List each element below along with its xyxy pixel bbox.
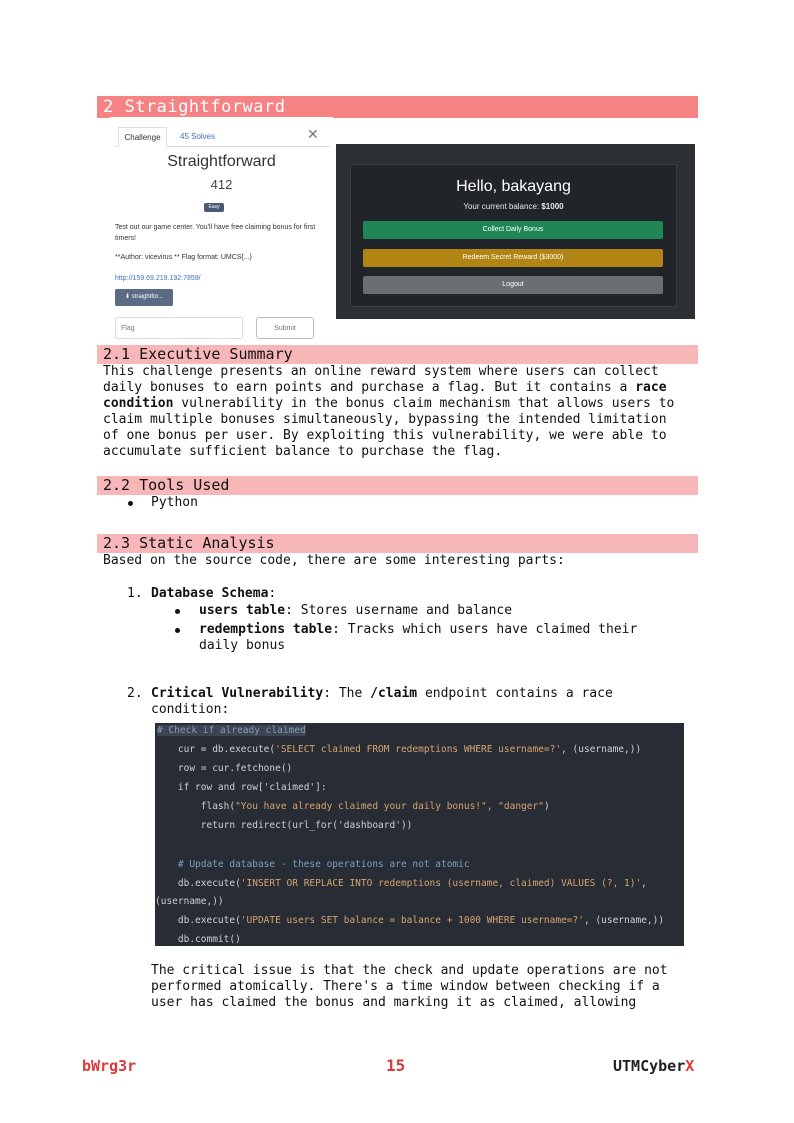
- difficulty-badge: Easy: [204, 203, 224, 212]
- summary-line: claim multiple bonuses simultaneously, bypassing the intended limitation: [103, 412, 667, 427]
- vulnerability-text: : The: [323, 686, 371, 701]
- code-string: 'SELECT claimed FROM redemptions WHERE username=?': [275, 744, 562, 755]
- summary-header: [97, 345, 698, 364]
- code-token: ,: [641, 878, 647, 889]
- vulnerability-text: endpoint contains a race: [417, 686, 613, 701]
- code-line: db.commit(): [155, 934, 241, 945]
- schema-label: Database Schema: [151, 586, 269, 601]
- redemptions-table-text: : Tracks which users have claimed their: [332, 622, 638, 637]
- code-line: [155, 878, 647, 889]
- section-header: [97, 96, 698, 118]
- balance-text: [351, 202, 676, 211]
- code-string: 'UPDATE users SET balance = balance + 1000 WHERE username=?': [240, 915, 584, 926]
- summary-line: accumulate sufficient balance to purchase the flag.: [103, 444, 503, 459]
- redemptions-table-label: redemptions table: [199, 622, 333, 637]
- challenge-card-image: [110, 117, 333, 343]
- greeting-text: Hello, bakayang: [456, 178, 571, 195]
- summary-bold: condition: [103, 396, 174, 411]
- summary-paragraph: [103, 364, 693, 460]
- footer-team: [613, 1057, 694, 1075]
- list-item-schema: [151, 586, 276, 602]
- list-item-vulnerability: [151, 686, 613, 702]
- summary-bold: race: [635, 380, 667, 395]
- sub-item-redemptions: [199, 622, 637, 638]
- challenge-name: Straightforward: [167, 153, 276, 170]
- balance-value: $1000: [541, 202, 564, 211]
- endpoint-label: /claim: [370, 686, 418, 701]
- dashboard-panel: [350, 164, 677, 307]
- code-block: [155, 723, 684, 946]
- close-icon: ✕: [307, 126, 319, 142]
- closing-paragraph: [151, 963, 691, 1011]
- bullet-icon: [175, 609, 180, 614]
- code-line: # Check if already claimed: [157, 725, 306, 736]
- redemptions-table-text-cont: daily bonus: [199, 638, 286, 653]
- summary-line: vulnerability in the bonus claim mechanism that allows users to: [173, 396, 675, 411]
- collect-bonus-button: Collect Daily Bonus: [363, 221, 663, 239]
- vulnerability-label: Critical Vulnerability: [151, 686, 324, 701]
- code-token: flash(: [155, 801, 236, 812]
- schema-colon: :: [268, 586, 277, 601]
- code-line: row = cur.fetchone(): [155, 763, 293, 774]
- bullet-icon: [175, 628, 180, 633]
- list-number: 2.: [127, 686, 143, 701]
- code-string: 'INSERT OR REPLACE INTO redemptions (username, claimed) VALUES (?, 1)': [240, 878, 642, 889]
- footer-author: bWrg3r: [82, 1057, 137, 1075]
- redeem-reward-button: Redeem Secret Reward ($3000): [363, 249, 663, 267]
- code-line: (username,)): [155, 896, 224, 907]
- sub-item-users: [199, 603, 512, 619]
- code-line: [155, 915, 664, 926]
- static-intro: Based on the source code, there are some interesting parts:: [103, 553, 565, 568]
- closing-line: user has claimed the bonus and marking it as claimed, allowing: [151, 995, 637, 1010]
- tab-solves: 45 Solves: [180, 132, 216, 141]
- bullet-icon: [128, 501, 133, 506]
- code-token: , (username,)): [561, 744, 642, 755]
- vulnerability-text-cont: condition:: [151, 702, 230, 717]
- code-string: "You have already claimed your daily bonus!", "danger": [235, 801, 544, 812]
- code-token: ): [543, 801, 550, 812]
- list-number: 1.: [127, 586, 143, 601]
- code-line: [155, 801, 550, 812]
- footer-team-name: UTMCyber: [613, 1057, 686, 1075]
- code-token: db.execute(: [155, 878, 241, 889]
- app-screenshot-image: [336, 144, 695, 319]
- challenge-points: 412: [210, 177, 233, 192]
- code-line: # Update database - these operations are not atomic: [155, 859, 470, 870]
- footer-team-x: X: [685, 1057, 695, 1075]
- page-number: 15: [386, 1056, 406, 1075]
- closing-line: The critical issue is that the check and update operations are not: [151, 963, 668, 978]
- balance-label: Your current balance:: [463, 202, 542, 211]
- static-analysis-header: [97, 534, 698, 553]
- logout-button: Logout: [363, 276, 663, 294]
- static-analysis-heading: 2.3 Static Analysis: [103, 534, 275, 552]
- submit-button: Submit: [256, 317, 314, 339]
- section-title: 2 Straightforward: [103, 97, 286, 117]
- tab-challenge: Challenge: [118, 127, 167, 147]
- users-table-text: : Stores username and balance: [285, 603, 513, 618]
- code-line: if row and row['claimed']:: [155, 782, 327, 793]
- summary-line: daily bonuses to earn points and purchase a flag. But it contains a: [103, 380, 636, 395]
- code-token: , (username,)): [583, 915, 665, 926]
- tool-item: Python: [151, 495, 198, 510]
- challenge-description: Test out our game center. You'll have free claiming bonus for first timers!: [115, 224, 316, 242]
- users-table-label: users table: [199, 603, 286, 618]
- tools-heading: 2.2 Tools Used: [103, 476, 230, 494]
- summary-line: This challenge presents an online reward system where users can collect: [103, 364, 659, 379]
- code-token: cur = db.execute(: [155, 744, 276, 755]
- summary-heading: 2.1 Executive Summary: [103, 345, 293, 363]
- tools-header: [97, 476, 698, 495]
- card-tabs: [115, 121, 330, 147]
- code-line: return redirect(url_for('dashboard')): [155, 820, 413, 831]
- summary-line: of one bonus per user. By exploiting this vulnerability, we were able to: [103, 428, 667, 443]
- flag-input: Flag: [115, 317, 243, 339]
- challenge-link: http://159.69.219.192:7859/: [115, 275, 201, 282]
- challenge-author: **Author: vicevirus ** Flag format: UMCS{...}: [115, 254, 252, 261]
- code-line: [155, 744, 641, 755]
- download-button: ⬇ straightfor...: [115, 289, 173, 306]
- closing-line: performed atomically. There's a time window between checking if a: [151, 979, 660, 994]
- code-token: db.execute(: [155, 915, 241, 926]
